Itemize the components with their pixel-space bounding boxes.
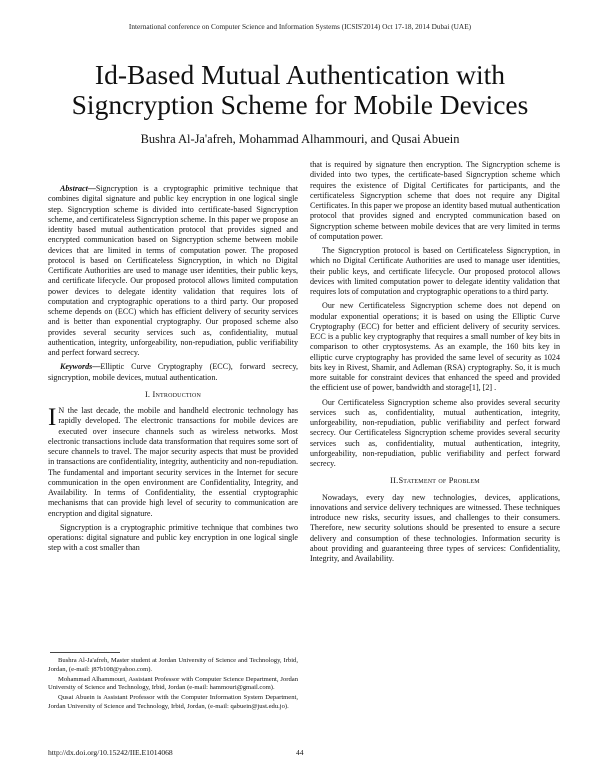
page-number: 44 (296, 748, 304, 757)
title-line-2: Signcryption Scheme for Mobile Devices (71, 89, 529, 120)
section-heading-statement (310, 476, 560, 486)
intro-paragraph-1 (48, 406, 298, 519)
right-paragraph-4: Our Certificateless Signcryption scheme also provides several security services such as, confidentiality, mutual authentication, integrity, unforgeability, non-repudiation, public verifiability and perfect forward secrecy. Our Certificateless Signcryption scheme provides several security services such as, confidentiality, mutual authentication, integrity, unforgeability, non-repudiation, public verifiability and perfect forward secrecy. (310, 397, 560, 468)
intro-p1-text: N the last decade, the mobile and handheld electronic technology has rapidly developed. The electronic transactions for mobile devices are executed over insecure channels such as wireless networks. Most electronic transactions include data transformation that requires some sort of secure channels to travel. The major security aspects that must be provided in transactions are confidentiality, integrity, authenticity and non-repudiation. The fundamental and important security services in the Internet for secure communication in the open environment are Confidentiality, Integrity, and Availability. In terms of Confidentiality, the essential cryptographic mechanisms that can provide high level of security to communication are encryption and digital signature. (48, 406, 298, 518)
footnote-3: Qusai Abuein is Assistant Professor with the Computer Information System Department, Jordan University of Science and Technology, Irbid, Jordan, (e-mail: qabuein@just.edu.jo). (48, 694, 298, 710)
right-paragraph-2: The Signcryption protocol is based on Certificateless Signcryption, in which no Digital Certificate Authorities are used to manage user identities, their public keys, and certificate lifecycle. Our proposed protocol allows devices with limited computation power to delegate identity validation that requires lots of computation and cryptographic operations to a third party. (310, 246, 560, 296)
abstract-dash: — (87, 184, 96, 193)
title-line-1: Id-Based Mutual Authentication with (94, 59, 506, 90)
section-numeral: I. (144, 389, 151, 399)
abstract (48, 184, 298, 358)
section-title: Introduction (152, 389, 202, 399)
conference-header: International conference on Computer Science and Information Systems (ICSIS'2014) Oct 17-18, 2014 Dubai (UAE) (128, 22, 472, 31)
keywords-dash: — (92, 362, 101, 372)
authors: Bushra Al-Ja'afreh, Mohammad Alhammouri, and Qusai Abuein (140, 132, 460, 146)
right-paragraph-3: Our new Certificateless Signcryption scheme does not depend on modular exponential operations; it is based on using the Elliptic Curve Cryptography (ECC) for better and efficient delivery of security services. ECC is a public key cryptography that requires a small number of key bits in comparison to other cryptosystems. As an example, the 160 bits key in elliptic curve cryptography has provided the same level of security as 1024 bits key in Rivest, Shamir, and Adleman (RSA) cryptography. So, it is much more suitable for constraint devices that enhanced the speed and provided the efficient use of power, bandwidth and storage[1], [2] . (310, 301, 560, 393)
abstract-text: Signcryption is a cryptographic primitive technique that combines digital signature and public key encryption in one logical single step. Signcryption scheme is divided into certificate-based Signcryption scheme, and certificateless Signcryption scheme. In this paper we propose an identity based mutual authentication protocol that provides signed and encrypted communication based on Signcryption scheme between mobile devices that are limited in terms of computation power. The proposed protocol is based on Certificateless Signcryption, in which no Digital Certificate Authorities are used to manage user identities, their public keys, and certificate lifecycle. Our proposed protocol allows limited computation power devices to delegate identity validation that requires lots of computation and cryptographic operations to a third party. Our proposed scheme depends on (ECC) which has efficient delivery of security services and is better than exponential cryptography. Our proposed scheme also provides several security services such as, confidentiality, mutual authentication, integrity, unforgeability, non-repudiation, public verifiability and perfect forward secrecy. (48, 184, 298, 357)
drop-cap: I (48, 404, 57, 431)
section-heading-introduction (48, 390, 298, 400)
statement-paragraph-1: Nowadays, every day new technologies, devices, applications, innovations and service delivery techniques are witnessed. These techniques introduce new risks, security issues, and challenges to their consumers. Therefore, new security solutions should be presented to ensure a secure delivery and consumption of these technologies. Information security is about providing and guaranteeing three types of services: Confidentiality, Integrity, and Availability. (310, 492, 560, 563)
right-column (310, 160, 560, 564)
footnote-1: Bushra Al-Ja'afreh, Master student at Jordan University of Science and Technology, Irbid, Jordan, (e-mail: j87b108@yahoo.com). (48, 657, 298, 673)
doi-link[interactable]: http://dx.doi.org/10.15242/IIE.E1014068 (48, 748, 173, 757)
footnote-divider (50, 652, 120, 653)
keywords-label: Keywords (60, 362, 93, 372)
right-paragraph-1: that is required by signature then encryption. The Signcryption scheme is divided into two types, the certificate-based Signcryption scheme which requires the existence of Digital Certificates for participants, and the certificateless Signcryption scheme that does not require any Digital Certificates. In this paper we propose an identity based mutual authentication protocol that provides signed and encrypted communication based on Signcryption scheme between mobile devices that are very limited in terms of computation power. (310, 160, 560, 241)
left-column (48, 184, 298, 554)
section-title: Statement of Problem (398, 476, 480, 486)
footnote-2: Mohammad Alhammouri, Assistant Professor with Computer Science Department, Jordan University of Science and Technology, Irbid, Jordan (e-mail: hammouri@gmail.com). (48, 675, 298, 692)
keywords-text: Elliptic Curve Cryptography (ECC), forward secrecy, signcryption, mobile devices, mutual authentication. (48, 362, 298, 382)
paper-title (40, 60, 560, 120)
abstract-label: Abstract (60, 184, 88, 193)
keywords (48, 362, 298, 383)
footnotes (48, 657, 298, 713)
intro-paragraph-2: Signcryption is a cryptographic primitive technique that combines two operations: digital signature and public key encryption in one logical single step with a cost smaller than (48, 522, 298, 553)
section-numeral: II. (390, 476, 399, 486)
